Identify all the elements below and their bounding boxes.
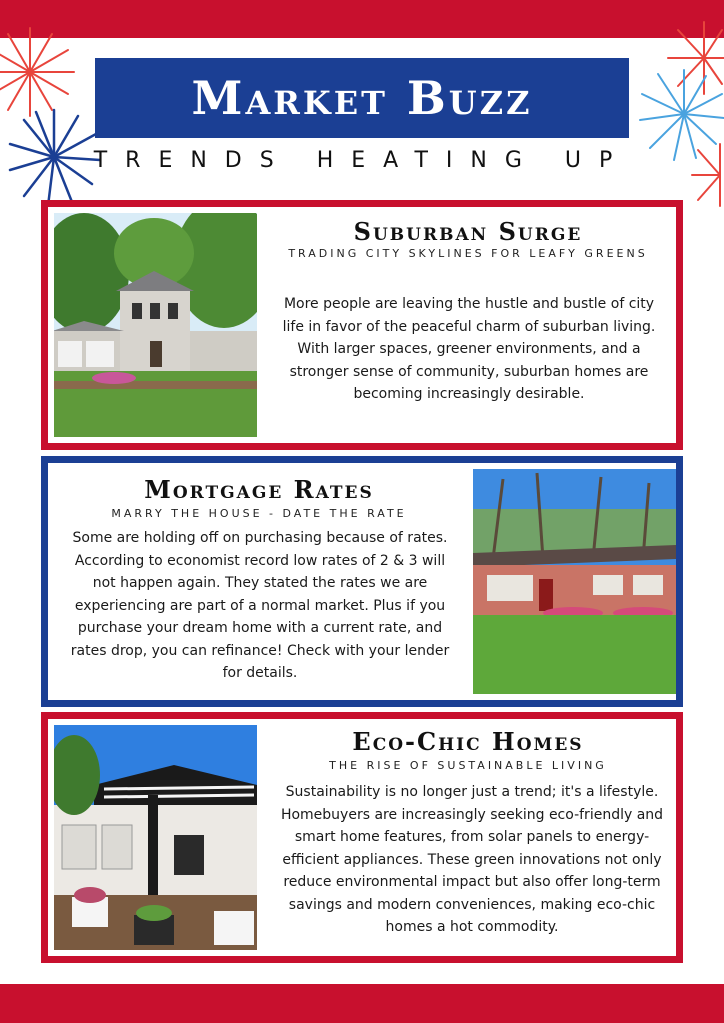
eco-chic-body: Sustainability is no longer just a trend; it's a lifestyle. Homebuyers are increasingly seeking eco-friendly and smart home features, from solar panels to energy-efficient appliances. These green innovations not only reduce environmental impact but also offer long-term savings and modern conveniences, making eco-chic homes a hot commodity. xyxy=(280,784,664,935)
top-red-band xyxy=(0,0,724,38)
mortgage-rates-card xyxy=(41,456,683,707)
bottom-red-band xyxy=(0,984,724,1023)
mortgage-rates-tagline: MARRY THE HOUSE - DATE THE RATE xyxy=(111,507,407,520)
title-banner xyxy=(95,58,629,138)
suburban-surge-body: More people are leaving the hustle and bustle of city life in favor of the peaceful charm of suburban living. With larger spaces, greener environments, and a stronger sense of community, suburban homes are becoming increasingly desirable. xyxy=(282,296,656,402)
page-subtitle: TRENDS HEATING UP xyxy=(93,148,631,173)
suburban-surge-card xyxy=(41,200,683,450)
mortgage-rates-heading: Mortgage Rates xyxy=(144,475,374,504)
suburban-surge-heading: Suburban Surge xyxy=(353,217,583,246)
suburban-surge-tagline: TRADING CITY SKYLINES FOR LEAFY GREENS xyxy=(288,247,648,260)
page-title: Market Buzz xyxy=(191,71,533,125)
eco-chic-heading: Eco-Chic Homes xyxy=(352,727,584,756)
mortgage-rates-body: Some are holding off on purchasing because of rates. According to economist record low rates of 2 & 3 will not happen again. They stated the rates we are experiencing are part of a normal market. Plus if you purchase your dream home with a current rate, and rates drop, you can refinance! Check with your lender for details. xyxy=(70,530,450,681)
suburban-house-photo xyxy=(54,213,257,437)
eco-chic-card xyxy=(41,712,683,963)
modern-pergola-home-photo xyxy=(54,725,257,950)
brick-ranch-house-photo xyxy=(473,469,676,694)
firework-red-right xyxy=(690,140,724,210)
eco-chic-tagline: THE RISE OF SUSTAINABLE LIVING xyxy=(329,759,607,772)
